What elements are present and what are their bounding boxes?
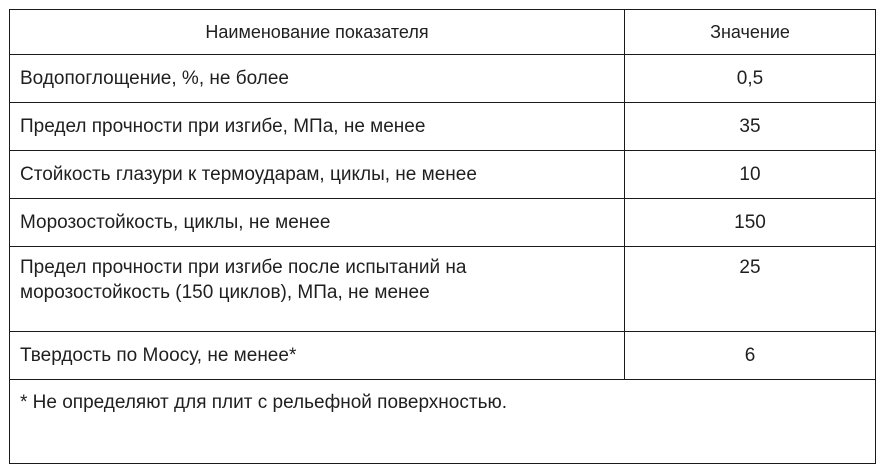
table-row — [10, 151, 876, 199]
table-row — [10, 332, 876, 380]
footnote-text: * Не определяют для плит с рельефной поверхностью. — [10, 380, 876, 464]
header-value: Значение — [625, 10, 876, 55]
row-name: Предел прочности при изгибе после испытаний на морозостойкость (150 циклов), МПа, не менее — [10, 247, 625, 332]
row-name: Водопоглощение, %, не более — [10, 55, 625, 103]
properties-table — [9, 9, 876, 464]
row-value: 150 — [625, 199, 876, 247]
table-header-row — [10, 10, 876, 55]
row-value: 25 — [625, 247, 876, 332]
row-name: Твердость по Моосу, не менее* — [10, 332, 625, 380]
table-row — [10, 55, 876, 103]
row-name: Морозостойкость, циклы, не менее — [10, 199, 625, 247]
properties-table-container — [9, 9, 875, 464]
footnote-row — [10, 380, 876, 464]
row-value: 35 — [625, 103, 876, 151]
table-row — [10, 247, 876, 332]
row-name: Предел прочности при изгибе, МПа, не менее — [10, 103, 625, 151]
row-value: 10 — [625, 151, 876, 199]
row-value: 0,5 — [625, 55, 876, 103]
table-row — [10, 199, 876, 247]
row-name: Стойкость глазури к термоударам, циклы, не менее — [10, 151, 625, 199]
header-name: Наименование показателя — [10, 10, 625, 55]
table-row — [10, 103, 876, 151]
row-value: 6 — [625, 332, 876, 380]
